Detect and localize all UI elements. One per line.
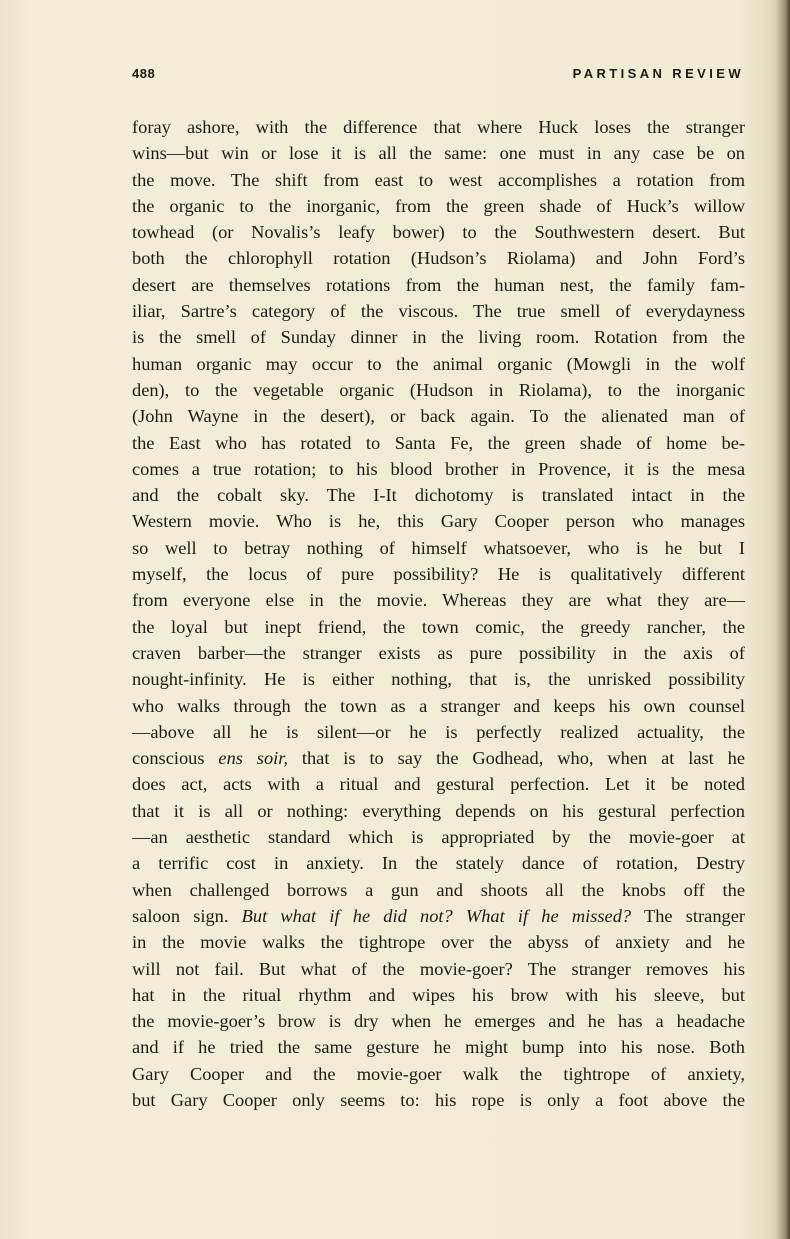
page-number: 488 (132, 66, 156, 81)
text-line (132, 1061, 745, 1087)
text-line (132, 798, 745, 824)
text-run: saloon sign. (132, 905, 242, 926)
text-run: who walks through the town as a stranger and keeps his own counsel (132, 695, 745, 716)
text-line (132, 956, 745, 982)
text-line (132, 877, 745, 903)
text-line (132, 245, 745, 271)
text-line (132, 535, 745, 561)
text-line (132, 1034, 745, 1060)
text-line (132, 351, 745, 377)
text-run: craven barber—the stranger exists as pure possibility in the axis of (132, 642, 745, 663)
text-run: wins—but win or lose it is all the same: one must in any case be on (132, 143, 745, 164)
body-text (132, 114, 745, 1113)
text-run: and the cobalt sky. The I-It dichotomy is translated intact in the (132, 485, 745, 506)
text-run: The stranger (631, 905, 745, 926)
text-line (132, 430, 745, 456)
text-run: in the movie walks the tightrope over the abyss of anxiety and he (132, 932, 745, 953)
text-line (132, 850, 745, 876)
text-line (132, 929, 745, 955)
text-line (132, 482, 745, 508)
text-line (132, 377, 745, 403)
text-run: from everyone else in the movie. Whereas they are what they are— (132, 590, 745, 611)
text-line (132, 114, 745, 140)
text-run: den), to the vegetable organic (Hudson in Riolama), to the inorganic (132, 379, 745, 400)
text-run: that is to say the Godhead, who, when at last he (287, 748, 745, 769)
running-head (132, 66, 744, 86)
text-run: the loyal but inept friend, the town comic, the greedy rancher, the (132, 616, 745, 637)
text-line (132, 219, 745, 245)
text-line (132, 719, 745, 745)
text-run: —above all he is silent—or he is perfectly realized actuality, the (132, 721, 745, 742)
text-run: and if he tried the same gesture he might bump into his nose. Both (132, 1037, 745, 1058)
text-line (132, 167, 745, 193)
text-run: foray ashore, with the difference that where Huck loses the stranger (132, 117, 745, 137)
text-run: the East who has rotated to Santa Fe, the green shade of home be- (132, 432, 745, 453)
text-line (132, 771, 745, 797)
text-line (132, 587, 745, 613)
page-edge-shadow (776, 0, 790, 1239)
text-line (132, 1008, 745, 1034)
text-line (132, 298, 745, 324)
text-run: desert are themselves rotations from the human nest, the family fam- (132, 274, 745, 295)
text-run: human organic may occur to the animal organic (Mowgli in the wolf (132, 353, 745, 374)
text-run: so well to betray nothing of himself whatsoever, who is he but I (132, 537, 745, 558)
text-line (132, 561, 745, 587)
text-run: will not fail. But what of the movie-goer? The stranger removes his (132, 958, 745, 979)
text-run: Gary Cooper and the movie-goer walk the tightrope of anxiety, (132, 1063, 745, 1084)
text-run: nought-infinity. He is either nothing, that is, the unrisked possibility (132, 669, 745, 690)
text-line (132, 693, 745, 719)
text-line (132, 640, 745, 666)
text-run: (John Wayne in the desert), or back again. To the alienated man of (132, 406, 745, 427)
text-line (132, 403, 745, 429)
text-run: both the chlorophyll rotation (Hudson’s Riolama) and John Ford’s (132, 248, 745, 269)
text-run: conscious (132, 748, 219, 769)
text-run: the move. The shift from east to west accomplishes a rotation from (132, 169, 745, 190)
text-run: myself, the locus of pure possibility? He is qualitatively different (132, 564, 745, 585)
text-run: towhead (or Novalis’s leafy bower) to the Southwestern desert. But (132, 222, 745, 243)
text-line (132, 272, 745, 298)
text-run: but Gary Cooper only seems to: his rope is only a foot above the (132, 1089, 745, 1110)
text-line (132, 745, 745, 771)
text-line (132, 982, 745, 1008)
text-line (132, 140, 745, 166)
text-line (132, 824, 745, 850)
text-line (132, 324, 745, 350)
text-run: does act, acts with a ritual and gestural perfection. Let it be noted (132, 774, 745, 795)
text-line (132, 666, 745, 692)
italic-phrase: But what if he did not? What if he missed? (241, 905, 632, 926)
text-run: hat in the ritual rhythm and wipes his brow with his sleeve, but (132, 984, 745, 1005)
text-run: when challenged borrows a gun and shoots all the knobs off the (132, 879, 745, 900)
text-line (132, 456, 745, 482)
text-run: comes a true rotation; to his blood brother in Provence, it is the mesa (132, 458, 745, 479)
text-run: Western movie. Who is he, this Gary Cooper person who manages (132, 511, 745, 532)
text-line (132, 903, 745, 929)
text-run: that it is all or nothing: everything depends on his gestural perfection (132, 800, 745, 821)
text-run: the organic to the inorganic, from the green shade of Huck’s willow (132, 195, 745, 216)
text-line (132, 508, 745, 534)
italic-phrase: ens soir, (218, 748, 288, 769)
text-run: the movie-goer’s brow is dry when he emerges and he has a headache (132, 1011, 745, 1032)
text-run: —an aesthetic standard which is appropriated by the movie-goer at (132, 827, 745, 848)
text-run: a terrific cost in anxiety. In the stately dance of rotation, Destry (132, 853, 745, 874)
text-line (132, 1087, 745, 1113)
text-line (132, 193, 745, 219)
journal-title: PARTISAN REVIEW (572, 66, 744, 81)
text-run: iliar, Sartre’s category of the viscous. The true smell of everydayness (132, 301, 745, 322)
text-line (132, 614, 745, 640)
text-run: is the smell of Sunday dinner in the living room. Rotation from the (132, 327, 745, 348)
